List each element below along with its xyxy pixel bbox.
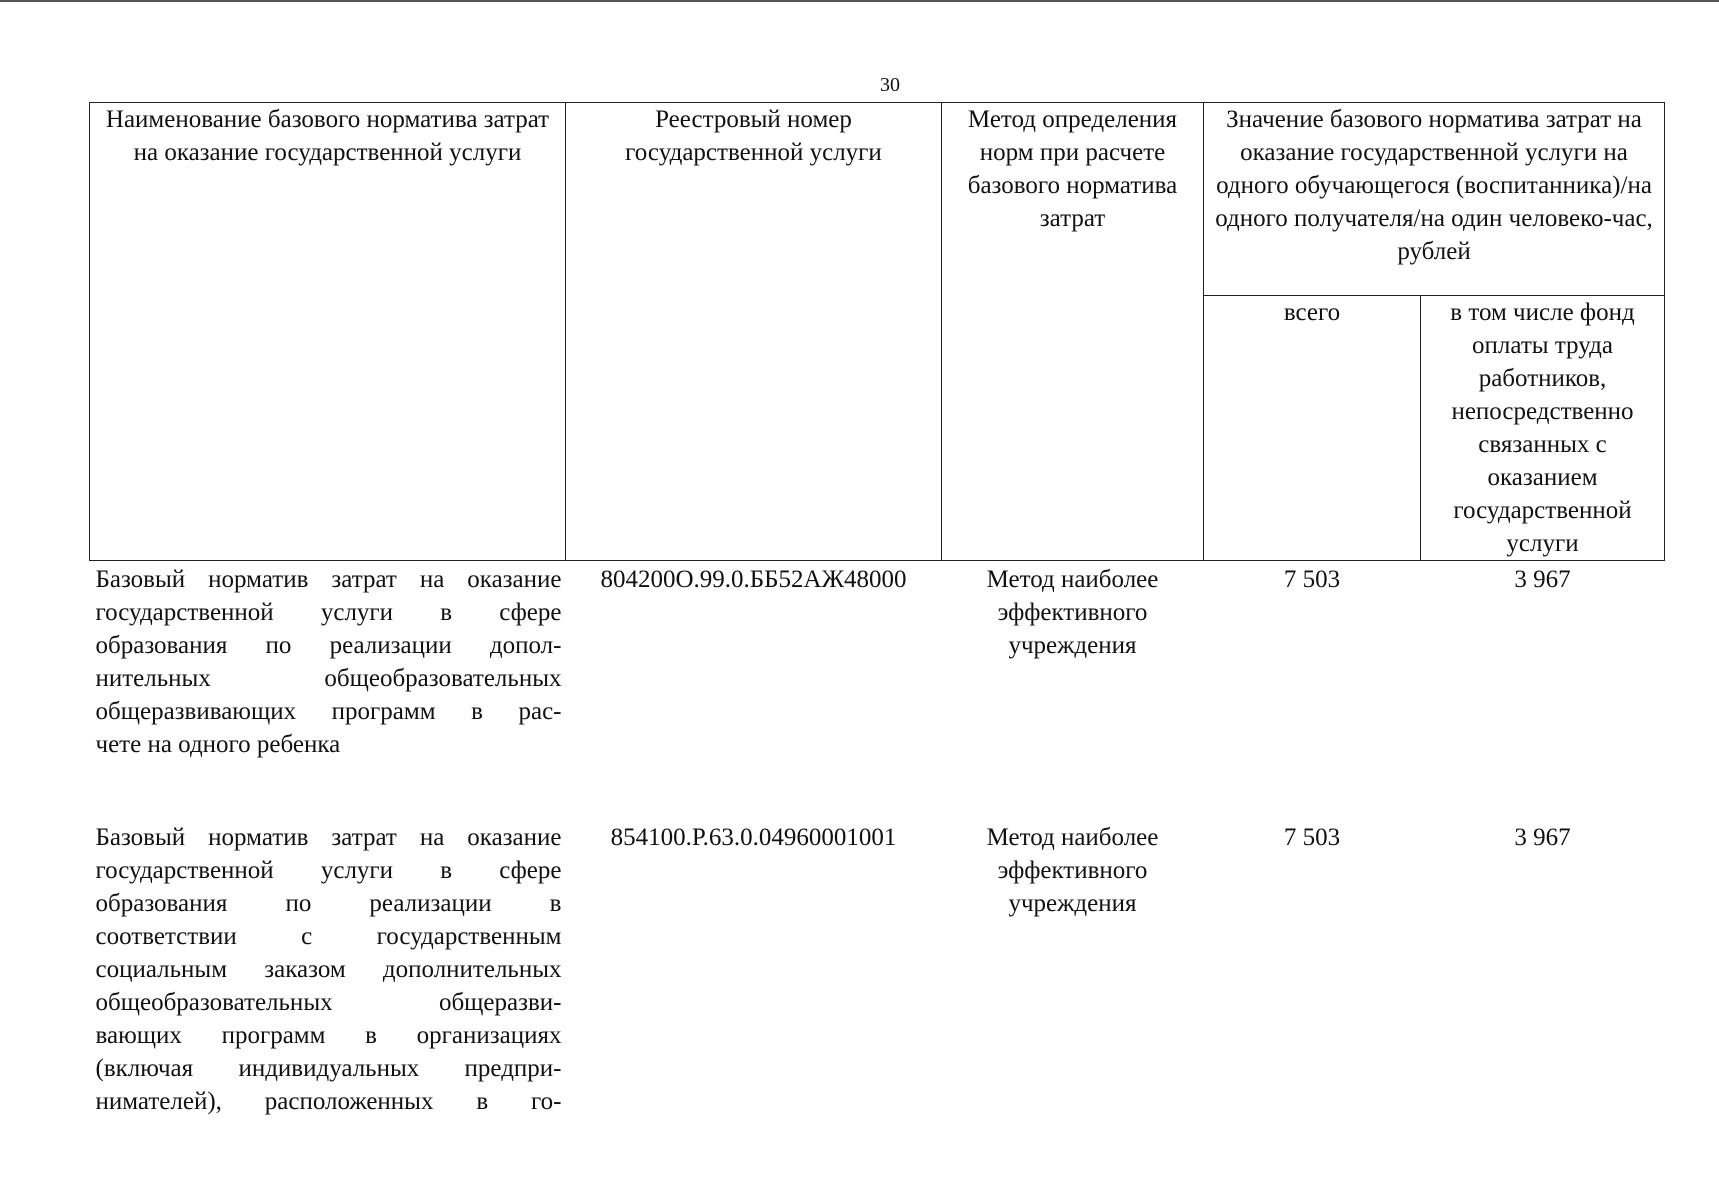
row-name-line: образования по реализации допол-: [95, 632, 562, 659]
table-body: [90, 561, 1665, 1119]
row-name-line: (включая индивидуальных предпри-: [95, 1055, 562, 1082]
row-name-line: соответствии с государственным: [95, 923, 562, 950]
row-name-line: Базовый норматив затрат на оказание: [95, 566, 562, 593]
scan-top-edge: [0, 0, 1719, 2]
row-name-line: государственной услуги в сфере: [95, 599, 562, 626]
row-name-line: нимателей), расположенных в го-: [95, 1088, 562, 1115]
row-name-line: образования по реализации в: [95, 890, 562, 917]
row-method: Метод наиболее эффективного учреждения: [986, 566, 1159, 659]
row-name-line: социальным заказом дополнительных: [95, 956, 562, 983]
row-name-line: вающих программ в организациях: [95, 1022, 562, 1049]
header-wage-fund: в том числе фонд оплаты труда работников, непосредственно связанных с оказанием государственной услуги: [1421, 296, 1665, 561]
row-name: [90, 561, 566, 816]
table-row: [90, 561, 1665, 816]
table-row: [90, 815, 1665, 1118]
header-value-group: Значение базового норматива затрат на оказание государственной услуги на одного обучающегося (воспитанника)/на одного получателя/на один человеко-час, рублей: [1204, 103, 1665, 296]
header-name: Наименование базового норматива затрат на оказание государственной услуги: [90, 103, 566, 561]
row-wage-fund: 3 967: [1514, 566, 1571, 593]
header-total: всего: [1204, 296, 1421, 561]
row-wage-fund: 3 967: [1514, 824, 1571, 851]
cost-standards-table: [89, 102, 1665, 1118]
row-total: 7 503: [1283, 566, 1341, 593]
row-registry: 854100.Р.63.0.04960001001: [610, 824, 897, 851]
row-name: [90, 815, 566, 1118]
page-number: 30: [880, 74, 900, 96]
row-name-line: общеразвивающих программ в рас-: [95, 698, 562, 725]
row-name-line: государственной услуги в сфере: [95, 857, 562, 884]
row-total: 7 503: [1283, 824, 1341, 851]
row-method: Метод наиболее эффективного учреждения: [986, 824, 1159, 917]
table-header: [90, 103, 1665, 561]
row-name-line: Базовый норматив затрат на оказание: [95, 824, 562, 851]
row-name-line: общеобразовательных общеразви-: [95, 989, 562, 1016]
header-method: Метод определения норм при расчете базового норматива затрат: [942, 103, 1204, 561]
row-name-line: чете на одного ребенка: [95, 731, 341, 758]
row-name-line: нительных общеобразовательных: [95, 665, 562, 692]
row-registry: 804200О.99.0.ББ52АЖ48000: [600, 566, 907, 593]
header-registry: Реестровый номер государственной услуги: [566, 103, 942, 561]
